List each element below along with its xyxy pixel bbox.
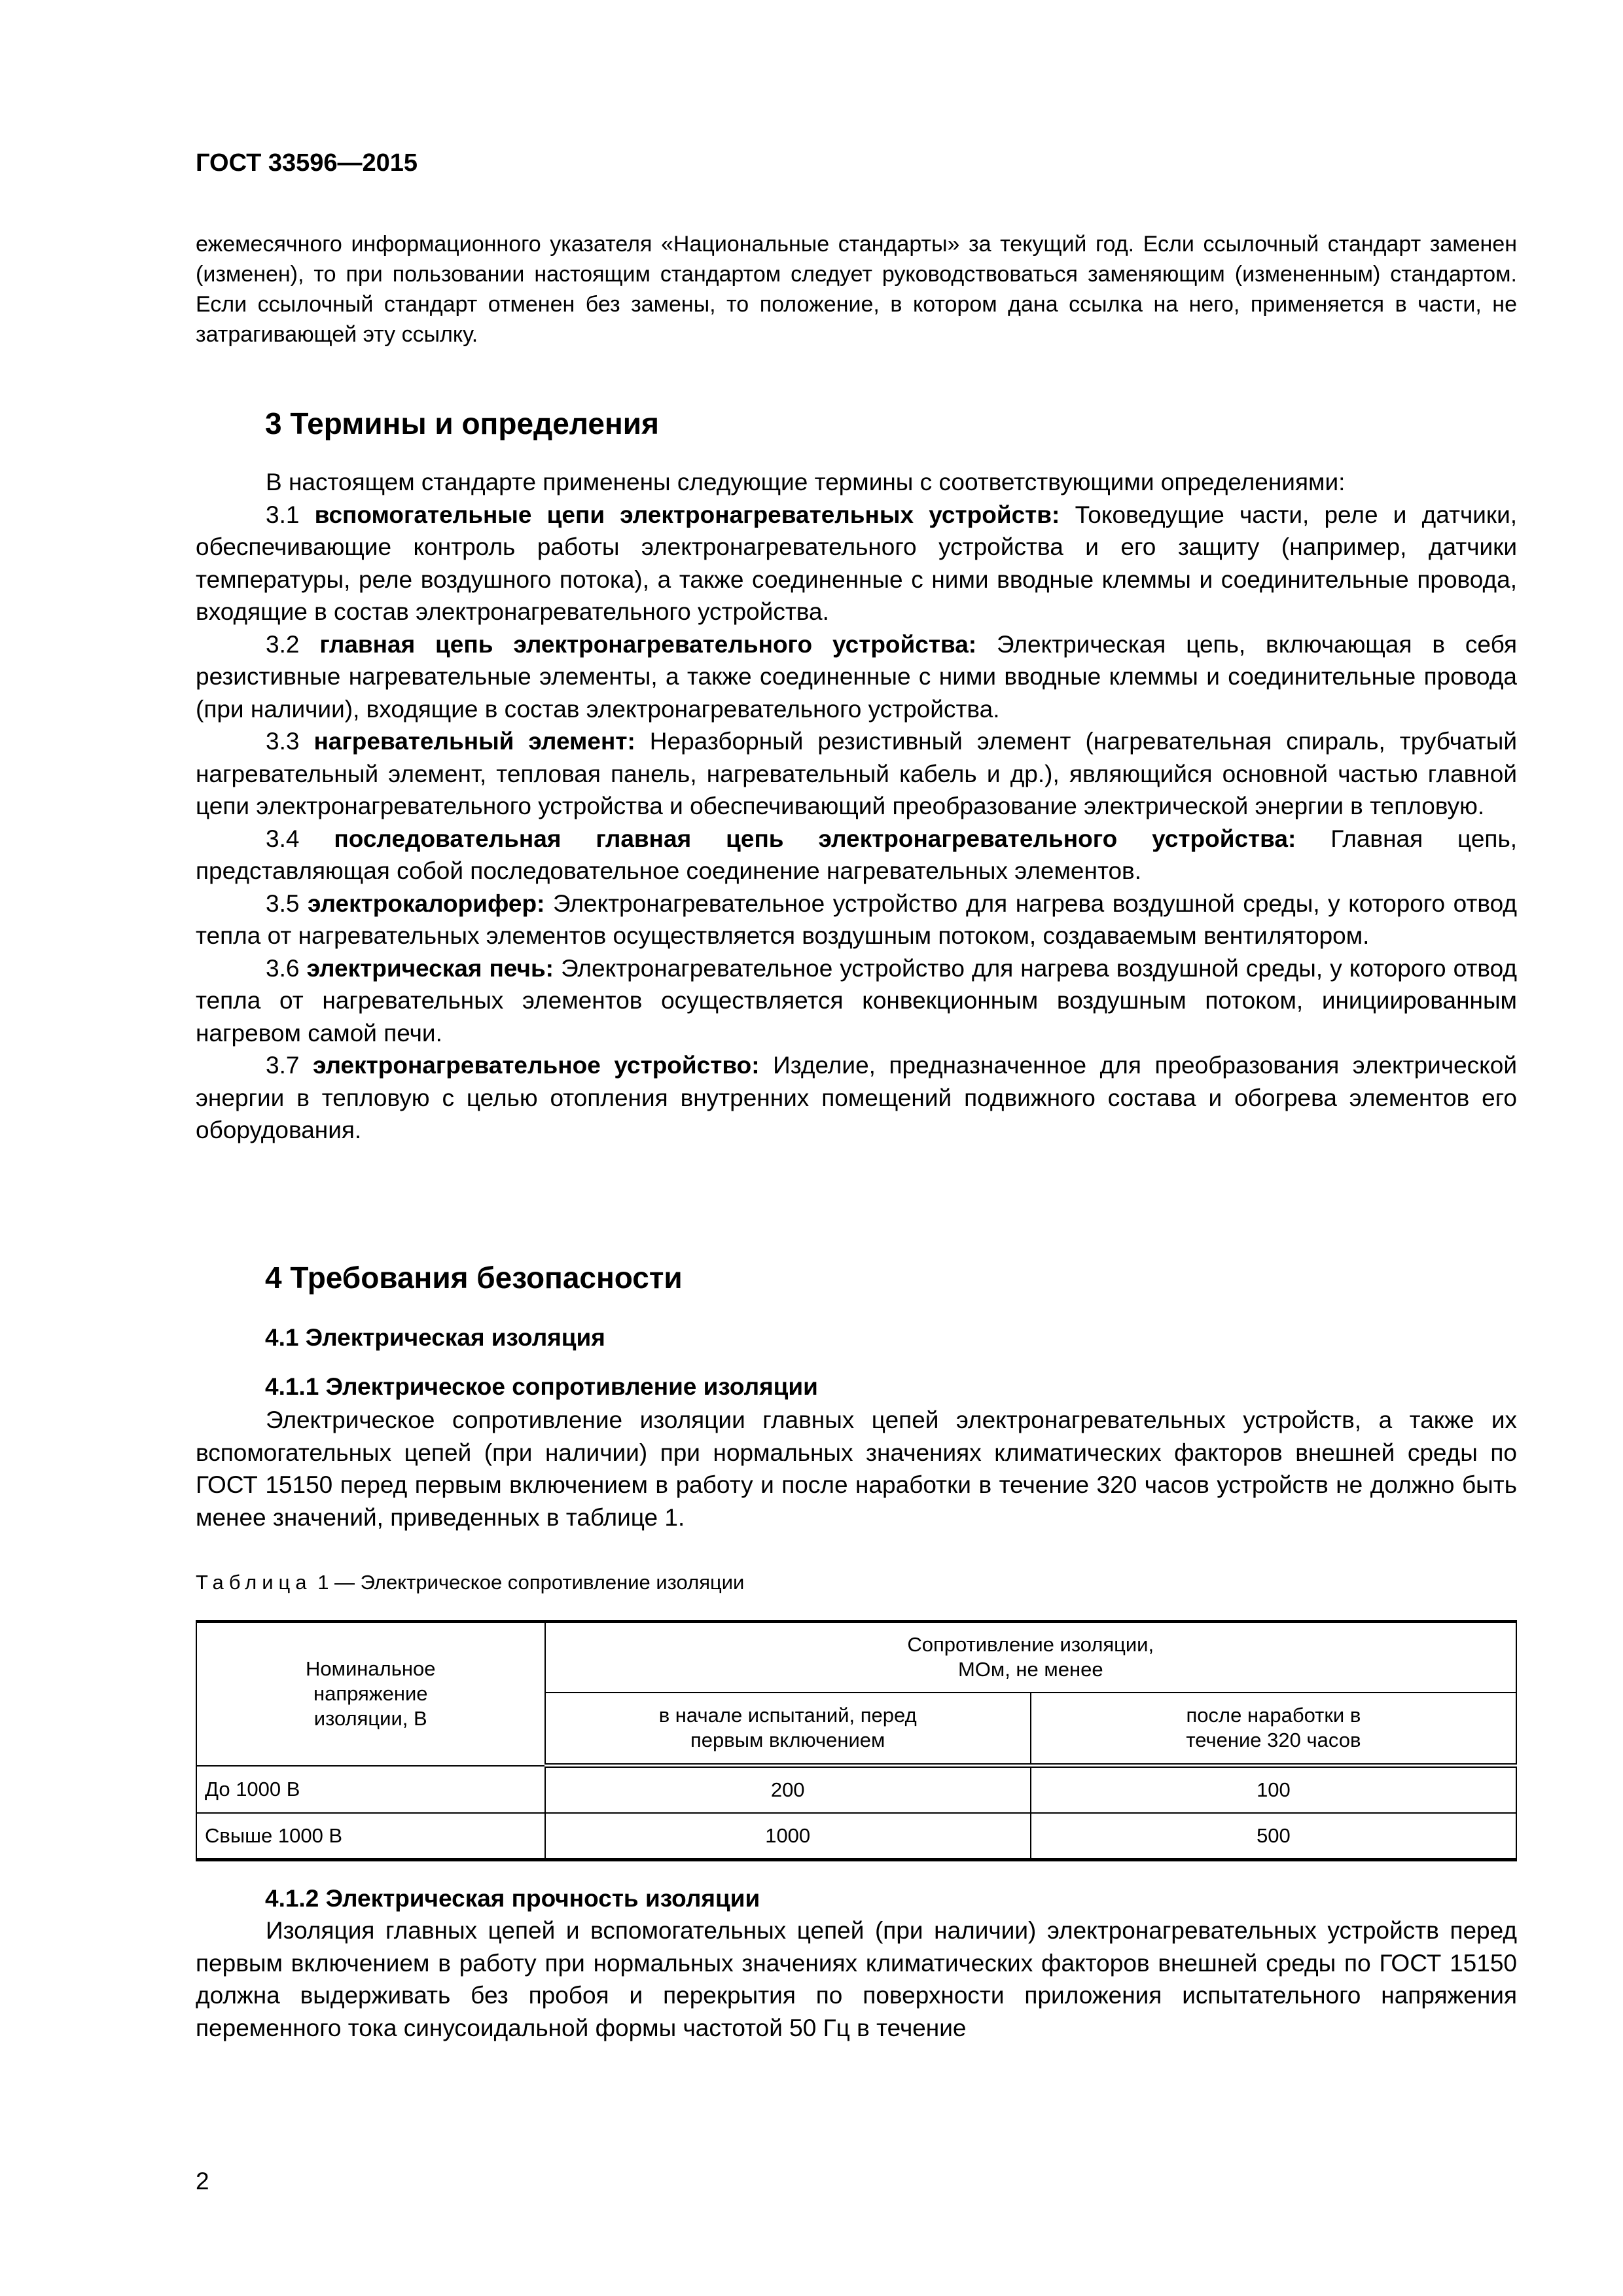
header-resistance-group: Сопротивление изоляции, МОм, не менее — [545, 1622, 1516, 1693]
term-text: Электронагревательное устройство для нагрева воздушной среды, у которого отвод тепла от нагревательных элементов осуществляется воздушным потоком, создаваемым вентилятором. — [196, 889, 1517, 949]
term-definition — [196, 823, 1517, 888]
header-after-run: после наработки в течение 320 часов — [1031, 1693, 1516, 1766]
header-at-start: в начале испытаний, перед первым включением — [545, 1693, 1031, 1766]
insulation-resistance-table — [196, 1620, 1517, 1861]
document-header: ГОСТ 33596—2015 — [196, 149, 418, 177]
term-text: Токоведущие части, реле и датчики, обеспечивающие контроль работы электронагревательного устройства и его защиту (например, датчики температуры, реле воздушного потока), а также соединенные с ними вводные клеммы и соединительные провода, входящие в состав электронагревательного устройства. — [196, 501, 1518, 625]
term-text: Неразборный резистивный элемент (нагревательная спираль, трубчатый нагревательный элемент, тепловая панель, нагревательный кабель и др.), являющийся основной частью главной цепи электронагревательного устройства и обеспечивающий преобразование электрической энергии в тепловую. — [196, 728, 1517, 819]
term-text: Изделие, предназначенное для преобразования электрической энергии в тепловую с целью отопления внутренних помещений подвижного состава и обогрева элементов его оборудования. — [196, 1052, 1518, 1143]
term: последовательная главная цепь электронагревательного устройства: — [334, 825, 1296, 852]
term-number: 3.1 — [266, 501, 300, 528]
term: электрокалорифер: — [308, 889, 545, 917]
term-definition — [196, 628, 1517, 726]
header-nominal-voltage: Номинальное напряжение изоляции, В — [196, 1622, 545, 1766]
page-number: 2 — [196, 2168, 209, 2195]
term-text: Главная цепь, представляющая собой последовательное соединение нагревательных элементов. — [196, 825, 1518, 884]
reference-paragraph: ежемесячного информационного указателя «Национальные стандарты» за текущий год. Если ссылочный стандарт заменен (изменен), то при пользовании настоящим стандартом следует руководствоваться заменяющим (измененным) стандартом. Если ссылочный стандарт отменен без замены, то положение, в котором дана ссылка на него, применяется в части, не затрагивающей эту ссылку. — [196, 232, 1517, 347]
table-caption — [196, 1571, 1517, 1594]
term-number: 3.7 — [266, 1052, 300, 1079]
term-definition — [196, 499, 1517, 628]
section-3-body — [196, 466, 1517, 1147]
section-4-title: 4 Требования безопасности — [265, 1261, 683, 1295]
table-row: До 1000 В 200 100 — [196, 1766, 1516, 1813]
term-text: Электронагревательное устройство для нагрева воздушной среды, у которого отвод тепла от нагревательных элементов осуществляется конвекционным воздушным потоком, инициированным нагревом самой печи. — [196, 954, 1517, 1047]
term: вспомогательные цепи электронагревательных устройств: — [314, 501, 1060, 528]
term: электронагревательное устройство: — [313, 1052, 760, 1079]
subsection-4-1-1-text: Электрическое сопротивление изоляции главных цепей электронагревательных устройств, а также их вспомогательных цепей (при наличии) при нормальных значениях климатических факторов внешней среды по ГОСТ 15150 перед первым включением в работу и после наработки в течение 320 часов устройств не должно быть менее значений, приведенных в таблице 1. — [196, 1407, 1517, 1531]
term-number: 3.3 — [266, 728, 300, 755]
term-number: 3.2 — [266, 630, 300, 658]
table-caption-text: 1 — Электрическое сопротивление изоляции — [317, 1571, 745, 1594]
subsection-4-1-title: 4.1 Электрическая изоляция — [265, 1324, 605, 1351]
term-number: 3.4 — [266, 825, 300, 852]
term: главная цепь электронагревательного устройства: — [319, 630, 977, 658]
table-row: Свыше 1000 В 1000 500 — [196, 1813, 1516, 1860]
term-number: 3.6 — [266, 954, 300, 982]
term: нагревательный элемент: — [313, 728, 635, 755]
term-definition — [196, 952, 1517, 1050]
subsection-4-1-2-title: 4.1.2 Электрическая прочность изоляции — [265, 1885, 760, 1912]
term-number: 3.5 — [266, 889, 300, 917]
term-definition — [196, 725, 1517, 823]
term-text: Электрическая цепь, включающая в себя резистивные нагревательные элементы, а также соединенные с ними вводные клеммы и соединительные провода (при наличии), входящие в состав электронагревательного устройства. — [196, 630, 1517, 723]
section-3-intro: В настоящем стандарте применены следующие термины с соответствующими определениями: — [266, 469, 1346, 495]
table-caption-label: Таблица — [196, 1571, 312, 1594]
term: электрическая печь: — [306, 954, 554, 982]
subsection-4-1-1-title: 4.1.1 Электрическое сопротивление изоляции — [265, 1373, 818, 1400]
section-3-title: 3 Термины и определения — [265, 406, 659, 440]
term-definition — [196, 888, 1517, 952]
subsection-4-1-2-text: Изоляция главных цепей и вспомогательных цепей (при наличии) электронагревательных устройств перед первым включением в работу при нормальных значениях климатических факторов внешней среды по ГОСТ 15150 должна выдерживать без пробоя и перекрытия по поверхности приложения испытательного напряжения переменного тока синусоидальной формы частотой 50 Гц в течение — [196, 1917, 1517, 2041]
terms-list — [196, 499, 1517, 1147]
term-definition — [196, 1049, 1517, 1147]
